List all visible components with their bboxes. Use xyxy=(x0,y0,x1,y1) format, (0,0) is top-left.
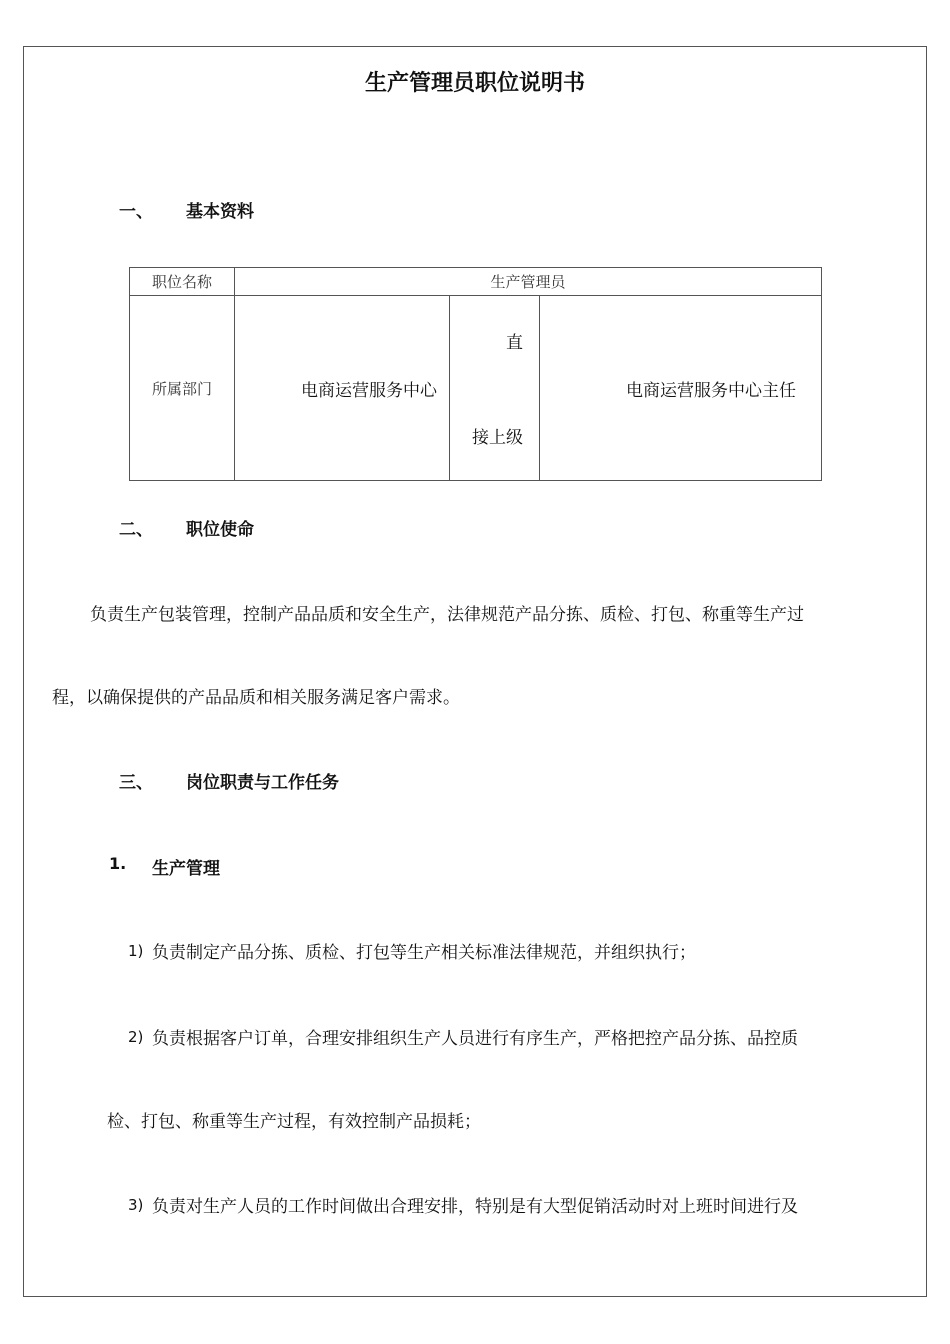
duty-3-text-line-1: 负责对生产人员的工作时间做出合理安排，特别是有大型促销活动时对上班时间进行及 xyxy=(152,1197,798,1217)
section-1-number: 一、 xyxy=(119,202,153,222)
department-label: 所属部门 xyxy=(130,296,235,481)
duty-2-text-line-1: 负责根据客户订单，合理安排组织生产人员进行有序生产，严格把控产品分拣、品控质 xyxy=(152,1029,798,1049)
table-row-position xyxy=(130,268,822,296)
subsection-1-title: 生产管理 xyxy=(152,859,220,879)
basic-info-table xyxy=(129,267,822,481)
section-3-number: 三、 xyxy=(119,773,153,793)
department-value: 电商运营服务中心 xyxy=(235,296,450,481)
duty-2-text-line-2: 检、打包、称重等生产过程，有效控制产品损耗； xyxy=(107,1112,481,1132)
duty-2-number: 2) xyxy=(128,1028,144,1046)
superior-label-line2: 接上级 xyxy=(472,428,523,448)
duty-1-text: 负责制定产品分拣、质检、打包等生产相关标准法律规范，并组织执行； xyxy=(152,943,696,963)
subsection-1-number: 1. xyxy=(109,854,127,873)
mission-line-1: 负责生产包装管理，控制产品品质和安全生产，法律规范产品分拣、质检、打包、称重等生产过 xyxy=(90,605,804,625)
superior-label-line1: 直 xyxy=(506,333,523,353)
position-value: 生产管理员 xyxy=(235,268,822,296)
superior-label-cell xyxy=(450,296,540,481)
duty-3-number: 3) xyxy=(128,1196,144,1214)
section-2-number: 二、 xyxy=(119,520,153,540)
section-1-title: 基本资料 xyxy=(186,202,254,222)
section-2-title: 职位使命 xyxy=(186,520,254,540)
superior-value: 电商运营服务中心主任 xyxy=(540,296,822,481)
duty-1-number: 1) xyxy=(128,942,144,960)
mission-line-2: 程，以确保提供的产品品质和相关服务满足客户需求。 xyxy=(52,688,460,708)
document-title: 生产管理员职位说明书 xyxy=(364,71,585,96)
table-row-department xyxy=(130,296,822,481)
section-3-title: 岗位职责与工作任务 xyxy=(186,773,339,793)
position-label: 职位名称 xyxy=(130,268,235,296)
